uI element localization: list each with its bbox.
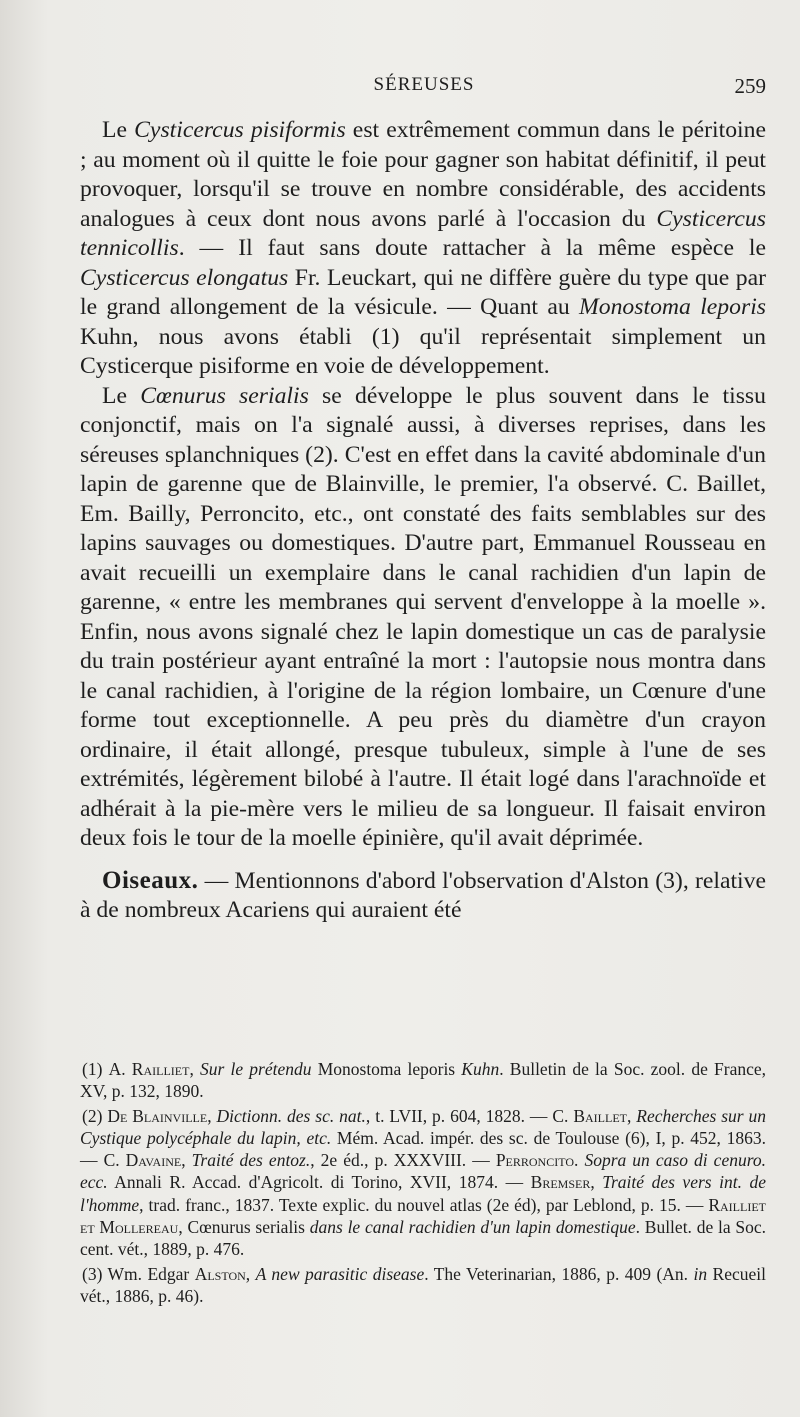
italic-title: Traité des entoz.: [191, 1150, 311, 1171]
paragraph-oiseaux: [80, 866, 766, 926]
text-run: , trad. franc., 1837. Texte explic. du nouvel atlas (2e éd), par Leblond, p. 15. —: [139, 1194, 709, 1215]
author-name: De Blainville: [107, 1105, 208, 1126]
italic-title: Sopra un caso di cenuro. ecc.: [80, 1150, 767, 1193]
paragraph-coenurus: [80, 382, 766, 854]
text-run: ,: [590, 1172, 603, 1193]
italic-title: A new parasitic disease: [255, 1263, 425, 1284]
text-run: se développe le plus souvent dans le tissu conjonctif, mais on l'a signalé aussi, à diverses reprises, dans les séreuses splanchniques (2). C'est en effet dans la cavité abdominale d'un lapin de garenne que de Blainville, le premier, l'a observé. C. Baillet, Em. Bailly, Perroncito, etc., ont constaté des faits semblables sur des lapins sauvages ou domestiques. D'autre part, Emmanuel Rousseau en avait recueilli un exemplaire dans le canal rachidien d'un lapin de garenne, « entre les membranes qui servent d'enveloppe à la moelle ». Enfin, nous avons signalé chez le lapin domestique un cas de paralysie du train postérieur ayant entraîné la mort : l'autopsie nous montra dans le canal rachidien, à l'origine de la région lombaire, un Cœnure d'une forme tout exceptionnelle. A peu près du diamètre d'un crayon ordinaire, il était allongé, presque tubuleux, simple à l'une de ses extrémités, légèrement bilobé à l'autre. Il était logé dans l'arachnoïde et adhérait à la pie-mère vers le milieu de sa longueur. Il faisait environ deux fois le tour de la moelle épinière, qu'il avait déprimée.: [80, 382, 766, 851]
text-run: , Cœnurus serialis: [178, 1217, 310, 1238]
italic-title: Kuhn: [461, 1059, 500, 1079]
text-run: . — Il faut sans doute rattacher à la même espèce le: [178, 235, 766, 261]
text-run: ,: [181, 1150, 192, 1171]
author-name: Alston: [194, 1263, 246, 1284]
text-run: ,: [245, 1263, 256, 1284]
italic-title: in: [693, 1263, 708, 1284]
text-run: Monostoma leporis: [311, 1059, 462, 1079]
text-run: Le: [102, 117, 135, 143]
text-run: Mém. Acad. impér. des sc. de Toulouse (6), I, p. 452, 1863. —: [80, 1127, 767, 1171]
author-name: A. Railliet: [108, 1059, 190, 1079]
text-run: Kuhn, nous avons établi (1) qu'il représentait simplement un Cysticerque pisiforme en voie de développement.: [80, 323, 766, 379]
text-run: ,: [207, 1105, 217, 1126]
species-name: Monostoma leporis: [579, 294, 767, 320]
footnotes: [80, 1058, 766, 1307]
species-name: Cysticercus pisiformis: [134, 117, 346, 143]
text-run: . Bullet. de la Soc. cent. vét., 1889, p. 476.: [80, 1217, 766, 1260]
species-name: Cysticercus tennicollis: [80, 205, 766, 261]
section-title: Oiseaux.: [102, 866, 199, 894]
author-name: Perroncito: [495, 1150, 574, 1171]
text-run: ,: [189, 1059, 200, 1079]
footnote-number: (3): [82, 1263, 108, 1284]
species-name: Cœnurus serialis: [140, 382, 309, 409]
footnote-number: (1): [82, 1059, 109, 1079]
footnote-1: [80, 1058, 766, 1103]
page-number: 259: [734, 74, 766, 98]
running-head: SÉREUSES: [373, 74, 475, 95]
text-run: Fr. Leuckart, qui ne diffère guère du type que par le grand allongement de la vésicule. — Quant au: [80, 264, 766, 320]
italic-title: Dictionn. des sc. nat.: [216, 1105, 366, 1126]
text-run: , 2e éd., p. XXXVIII. —: [310, 1150, 496, 1171]
text-run: .: [574, 1150, 585, 1171]
text-run: Wm. Edgar: [107, 1263, 195, 1284]
text-run: . The Veterinarian, 1886, p. 409 (An.: [424, 1263, 694, 1284]
italic-title: Recherches sur un Cystique polycéphale du lapin, etc.: [80, 1105, 766, 1148]
paragraph-cysticercus: [80, 116, 766, 382]
author-name: C. Baillet: [552, 1105, 627, 1126]
page-header: [82, 74, 766, 104]
footnote-3: [80, 1263, 766, 1308]
text-run: Recueil vét., 1886, p. 46).: [80, 1263, 766, 1306]
footnote-2: [80, 1105, 766, 1261]
italic-title: Sur le prétendu: [200, 1059, 312, 1079]
italic-title: dans le canal rachidien d'un lapin domestique: [309, 1217, 636, 1238]
author-name: Bremser: [530, 1172, 591, 1193]
species-name: Cysticercus elongatus: [80, 264, 289, 291]
text-run: ,: [626, 1105, 637, 1126]
main-text: [80, 116, 766, 926]
footnote-number: (2): [82, 1105, 108, 1126]
text-run: est extrêmement commun dans le péritoine ; au moment où il quitte le foie pour gagner son habitat définitif, il peut provoquer, lorsqu'il se trouve en nombre considérable, des accidents analogues à ceux dont nous avons parlé à l'occasion du: [80, 117, 766, 232]
author-name: Railliet et Mollereau: [80, 1194, 766, 1238]
text-run: Annali R. Accad. d'Agricolt. di Torino, XVII, 1874. —: [107, 1172, 531, 1193]
author-name: C. Davaine: [103, 1150, 182, 1171]
italic-title: Traité des vers int. de l'homme: [80, 1172, 767, 1215]
text-run: Le: [102, 382, 141, 409]
text-run: . Bulletin de la Soc. zool. de France, XV, p. 132, 1890.: [80, 1059, 767, 1102]
text-run: , t. LVII, p. 604, 1828. —: [365, 1105, 553, 1126]
text-run: — Mentionnons d'abord l'observation d'Alston (3), relative à de nombreux Acariens qui auraient été: [80, 867, 766, 923]
